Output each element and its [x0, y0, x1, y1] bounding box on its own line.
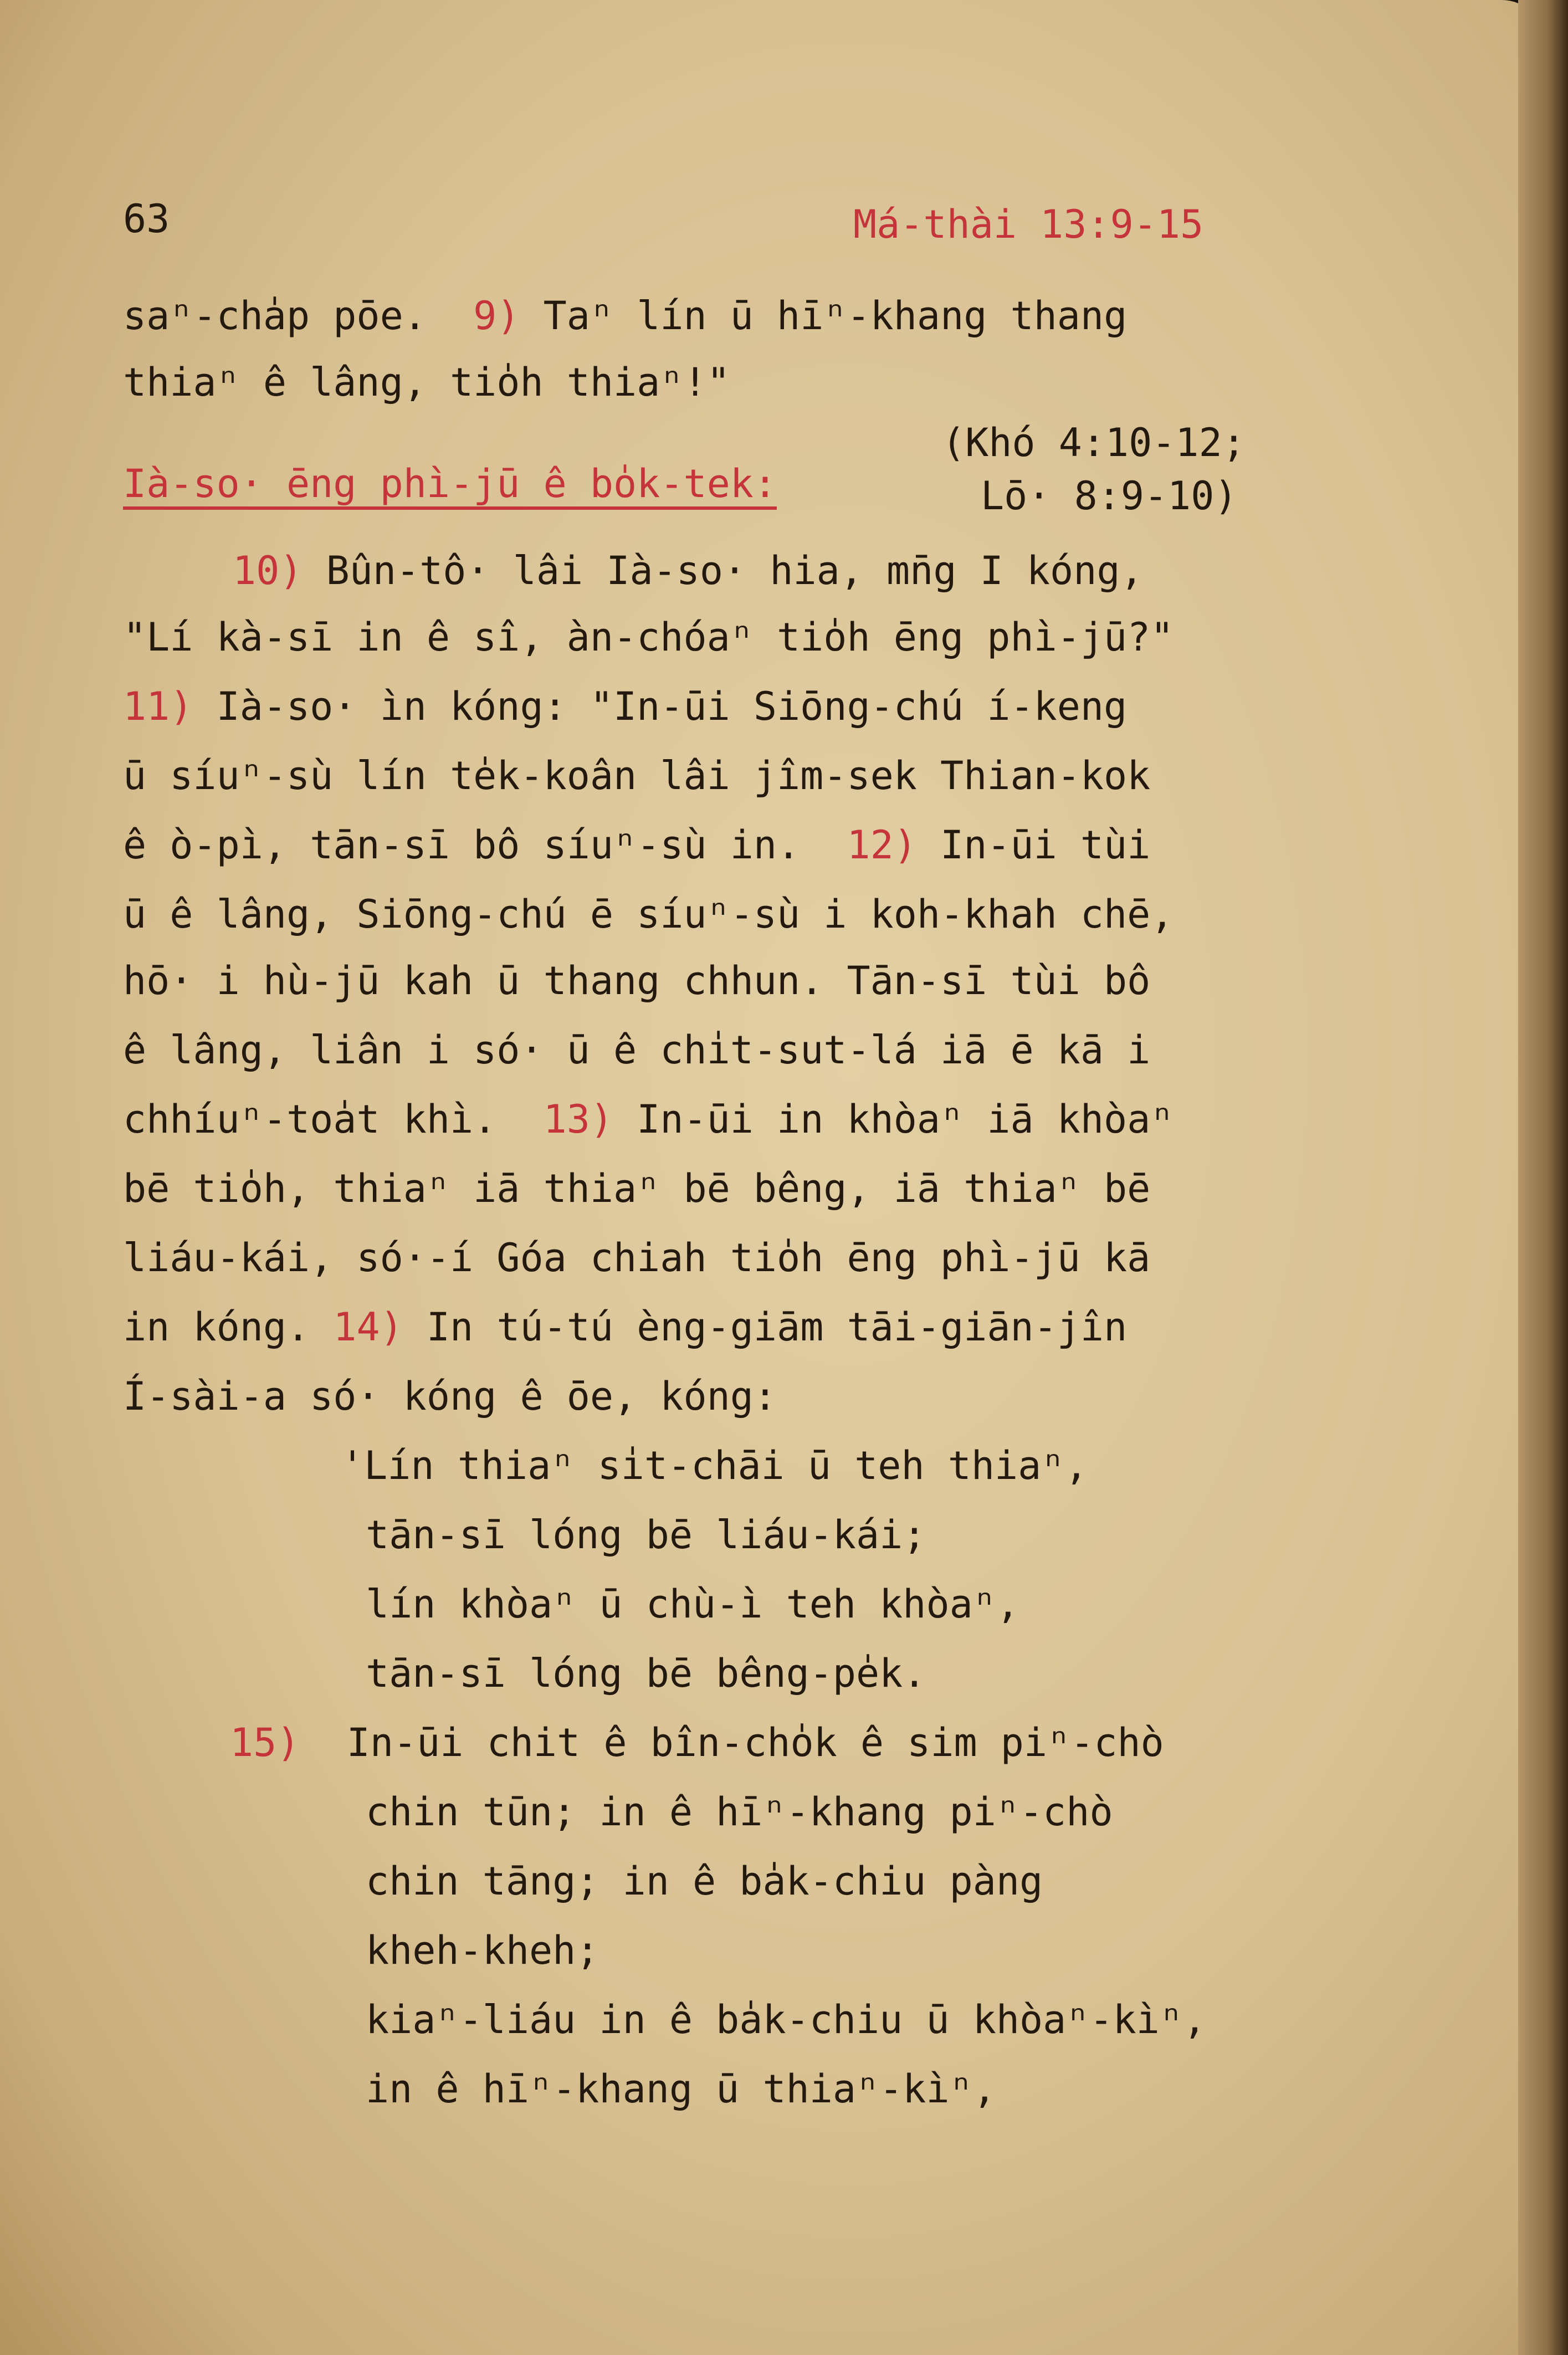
line-text: In tú-tú èng-giām tāi-giān-jîn: [426, 1304, 1128, 1350]
text-line: ū síuⁿ-sù lín te̍k-koân lâi jîm-sek Thian-kok: [123, 753, 1151, 798]
line-text: In-ūi in khòaⁿ iā khòaⁿ: [637, 1097, 1174, 1142]
line-text: in kóng.: [123, 1304, 310, 1350]
text-line: liáu-kái, só·-í Góa chiah tio̍h ēng phì-jū kā: [123, 1235, 1151, 1281]
verse-number: 13): [543, 1097, 614, 1142]
poetry-line: chin tūn; in ê hīⁿ-khang piⁿ-chò: [366, 1789, 1113, 1835]
text-line: Í-sài-a só· kóng ê ōe, kóng:: [123, 1374, 777, 1419]
verse-number: 14): [333, 1304, 403, 1350]
line-text: chhíuⁿ-toa̍t khì.: [123, 1097, 497, 1142]
line-text: In-ūi tùi: [940, 822, 1151, 868]
text-line: hō· i hù-jū kah ū thang chhun. Tān-sī tùi bô: [123, 958, 1151, 1004]
poetry-line: 'Lín thiaⁿ si̍t-chāi ū teh thiaⁿ,: [341, 1443, 1088, 1488]
poetry-line: in ê hīⁿ-khang ū thiaⁿ-kìⁿ,: [366, 2066, 996, 2112]
text-line: [123, 1304, 1128, 1350]
verse-number: 10): [233, 548, 303, 593]
verse-number: 11): [123, 684, 193, 729]
running-head: Má-thài 13:9-15: [853, 202, 1204, 247]
text-line: ê lâng, liân i só· ū ê chi̍t-sut-lá iā ē kā i: [123, 1027, 1151, 1073]
verse-number: 9): [473, 293, 520, 339]
text-line: [123, 1097, 1174, 1142]
line-text: Taⁿ lín ū hīⁿ-khang thang: [543, 293, 1128, 339]
cross-reference: (Khó 4:10-12;: [942, 420, 1246, 465]
cross-reference: Lō· 8:9-10): [981, 473, 1238, 519]
text-line: ū ê lâng, Siōng-chú ē síuⁿ-sù i koh-khah chē,: [123, 892, 1174, 937]
page-number: 63: [123, 196, 170, 242]
verse-number: 15): [230, 1720, 300, 1765]
verse-number: 12): [847, 822, 917, 868]
poetry-line: tān-sī lóng bē liáu-kái;: [366, 1512, 926, 1558]
line-text: ê ò-pì, tān-sī bô síuⁿ-sù in.: [123, 822, 801, 868]
poetry-line: tān-sī lóng bē bêng-pe̍k.: [366, 1651, 926, 1696]
line-text: Bûn-tô· lâi Ià-so· hia, mn̄g I kóng,: [326, 548, 1144, 593]
page-edge: [1518, 0, 1568, 2355]
poetry-line: kiaⁿ-liáu in ê ba̍k-chiu ū khòaⁿ-kìⁿ,: [366, 1997, 1207, 2042]
text-line: [123, 822, 1151, 868]
poetry-line: [230, 1720, 1164, 1765]
poetry-line: kheh-kheh;: [366, 1928, 599, 1973]
text-line: bē tio̍h, thiaⁿ iā thiaⁿ bē bêng, iā thiaⁿ bē: [123, 1166, 1151, 1211]
text-line: thiaⁿ ê lâng, tio̍h thiaⁿ!": [123, 360, 730, 405]
section-heading: Ià-so· ēng phì-jū ê bo̍k-tek:: [123, 464, 777, 510]
poetry-line: chin tāng; in ê ba̍k-chiu pàng: [366, 1859, 1043, 1904]
line-text: Ià-so· ìn kóng: "In-ūi Siōng-chú í-keng: [216, 684, 1128, 729]
line-text: In-ūi chit ê bîn-cho̍k ê sim piⁿ-chò: [346, 1720, 1164, 1765]
text-line: [123, 293, 1128, 339]
text-line: [123, 684, 1128, 729]
text-line: "Lí kà-sī in ê sî, àn-chóaⁿ tio̍h ēng phì-jū?": [123, 615, 1174, 660]
poetry-line: lín khòaⁿ ū chù-ì teh khòaⁿ,: [366, 1581, 1020, 1627]
text-line: [233, 548, 1144, 593]
line-text: saⁿ-cha̍p pōe.: [123, 293, 427, 339]
